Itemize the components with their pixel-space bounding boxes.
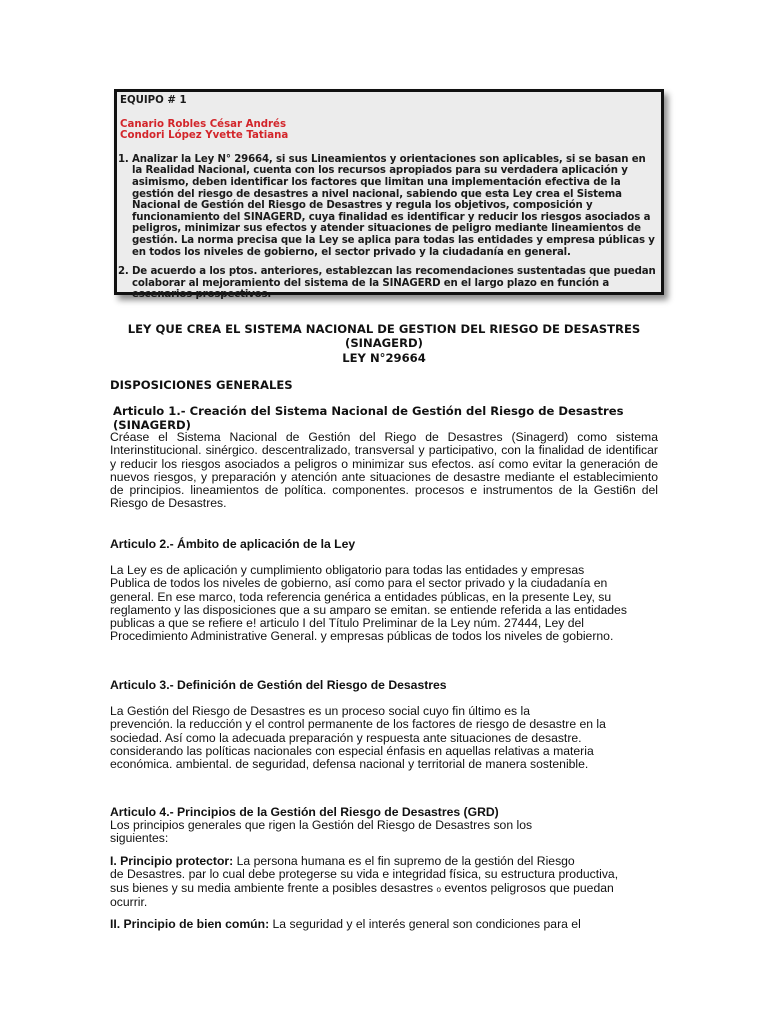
text-line: sus bienes y su media ambiente frente a posibles desastres	[110, 880, 437, 895]
principle-label: I. Principio protector:	[110, 854, 234, 868]
principle-protector	[110, 855, 658, 909]
text-line: La Ley es de aplicación y cumplimiento obligatorio para todas las entidades y empresas	[110, 563, 585, 577]
team-member: Canario Robles César Andrés	[120, 118, 287, 130]
text-line: prevención. la reducción y el control permanente de los factores de riesgo de desastre en la	[110, 717, 606, 732]
article-2-body	[110, 564, 658, 644]
article-4-intro	[110, 819, 658, 846]
text-line: ocurrir.	[110, 894, 148, 909]
article-3-heading: Articulo 3.- Definición de Gestión del Riesgo de Desastres	[110, 678, 447, 692]
article-3-body	[110, 705, 658, 771]
text-line: Los principios generales que rigen la Gestión del Riesgo de Desastres son los	[110, 818, 533, 832]
text-line: eventos peligrosos que puedan	[441, 880, 614, 895]
principle-bien-comun	[110, 918, 658, 931]
article-1-body: Créase el Sistema Nacional de Gestión del Riego de Desastres (Sinagerd) como sistema Interinstitucional. sinérgico. descentralizado, transversal y participativo, con la finalidad de identificar y reducir los riesgos asociados a peligros o minimizar sus efectos. así como evitar la generación de nuevos riesgos, y preparación y atención ante situaciones de desastre mediante el establecimiento de principios. lineamientos de política. componentes. procesos e instrumentos de la Gesti6n del Riesgo de Desastres.	[110, 430, 658, 511]
document-title: LEY QUE CREA EL SISTEMA NACIONAL DE GESTION DEL RIESGO DE DESASTRES (SINAGERD)	[127, 322, 641, 350]
text-line: siguientes:	[110, 831, 169, 846]
assignment-item: 2. De acuerdo a los ptos. anteriores, establezcan las recomendaciones sustentadas que puedan colaborar al mejoramiento del sistema de la SINAGERD en el largo plazo en función a escenarios prospectivos.	[132, 266, 659, 301]
text-line: general. En ese marco, toda referencia genérica a entidades públicas, en la presente Ley, su	[110, 589, 612, 604]
article-1-heading: Articulo 1.- Creación del Sistema Nacional de Gestión del Riesgo de Desastres (SINAGERD)	[113, 404, 624, 432]
text-line: Publica de todos los niveles de gobierno, así como para el sector privado y la ciudadanía en	[110, 576, 608, 591]
text-line: de Desastres. par lo cual debe protegerse su vida e integridad física, su estructura productiva,	[110, 867, 619, 882]
text-line: La Gestión del Riesgo de Desastres es un proceso social cuyo fin último es la	[110, 704, 531, 718]
principle-text: La seguridad y el interés general son condiciones para el	[269, 917, 581, 931]
principle-text: La persona humana es el fin supremo de la gestión del Riesgo	[233, 854, 575, 868]
section-heading: DISPOSICIONES GENERALES	[110, 378, 293, 392]
law-number: LEY N°29664	[342, 351, 426, 365]
assignment-image-box	[114, 89, 664, 301]
team-member: Condori López Yvette Tatiana	[120, 130, 289, 142]
small-character: o	[436, 884, 441, 894]
text-line: publicas a que se refiere e! articulo I del Título Preliminar de la Ley núm. 27444, Ley del	[110, 616, 585, 631]
assignment-list	[120, 154, 659, 301]
article-4-heading: Articulo 4.- Principios de la Gestión del Riesgo de Desastres (GRD)	[110, 805, 499, 819]
article-2-heading: Articulo 2.- Ámbito de aplicación de la Ley	[110, 537, 356, 551]
team-heading: EQUIPO # 1	[120, 95, 187, 106]
text-line: sociedad. Así como la adecuada preparación y respuesta ante situaciones de desastre.	[110, 730, 582, 745]
text-line: considerando las políticas nacionales con especial énfasis en aquellas relativas a materia	[110, 743, 594, 758]
text-line: reglamento y las disposiciones que a su amparo se emitan. se entiende referida a las entidades	[110, 602, 627, 617]
principle-label: II. Principio de bien común:	[110, 917, 270, 931]
assignment-item: 1. Analizar la Ley N° 29664, si sus Lineamientos y orientaciones son aplicables, si se basan en la Realidad Nacional, cuenta con los recursos apropiados para su verdadera aplicación y asimismo, deben identificar los factores que limitan una implementación efectiva de la gestión del riesgo de desastres a nivel nacional, sabiendo que esta Ley crea el Sistema Nacional de Gestión del Riesgo de Desastres y regula los objetivos, composición y funcionamiento del SINAGERD, cuya finalidad es identificar y reducir los riesgos asociados a peligros, minimizar sus efectos y atender situaciones de peligro mediante lineamientos de gestión. La norma precisa que la Ley se aplica para todas las entidades y empresa públicas y en todos los niveles de gobierno, el sector privado y la ciudadanía en general.	[132, 154, 659, 258]
text-line: económica. ambiental. de seguridad, defensa nacional y territorial de manera sostenible.	[110, 757, 589, 772]
text-line: Procedimiento Administrative General. y empresas públicas de todos los niveles de gobierno.	[110, 629, 614, 644]
